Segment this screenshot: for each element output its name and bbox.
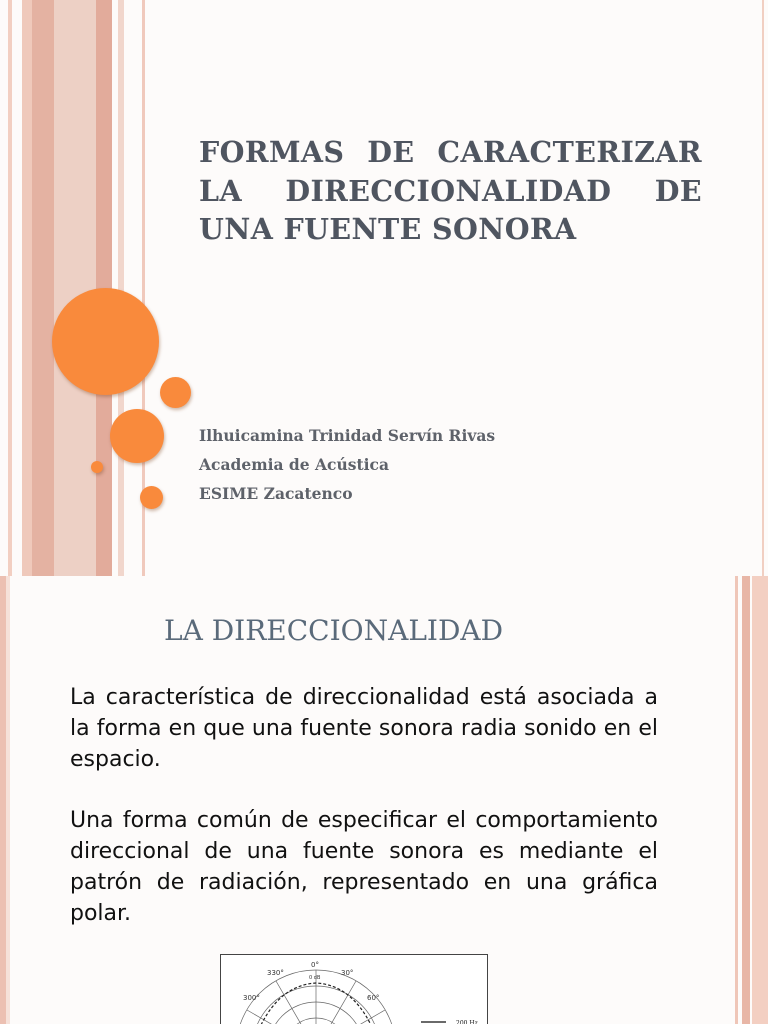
decor-stripe	[54, 0, 96, 576]
academy-name: Academia de Acústica	[199, 455, 390, 474]
decor-circle-small-2	[140, 486, 163, 509]
polar-pattern-figure	[220, 954, 488, 1024]
angle-label-0: 0°	[311, 961, 319, 969]
decor-circle-medium	[110, 409, 164, 463]
decor-circle-small	[160, 377, 191, 408]
decor-circle-tiny	[91, 461, 103, 473]
slide-title: LA DIRECCIONALIDAD	[164, 614, 504, 647]
decor-stripe	[118, 0, 124, 576]
decor-stripe	[22, 0, 32, 576]
decor-stripe	[742, 576, 750, 1024]
paragraph-polar-pattern: Una forma común de especificar el comportamiento direccional de una fuente sonora es mediante el patrón de radiación, representado en una gráfica polar.	[70, 808, 658, 926]
content-slide	[0, 576, 768, 1024]
angle-label-330: 330°	[267, 969, 284, 977]
decor-stripe	[32, 0, 54, 576]
decor-stripe	[762, 0, 764, 576]
paragraph-definition: La característica de direccionalidad está asociada a la forma en que una fuente sonora radia sonido en el espacio.	[70, 685, 658, 772]
polar-chart	[221, 955, 487, 1024]
author-name: Ilhuicamina Trinidad Servín Rivas	[199, 426, 496, 445]
legend-label: 200 Hz	[456, 1020, 478, 1024]
angle-label-30: 30°	[341, 969, 354, 977]
presentation-title: FORMAS DE CARACTERIZAR LA DIRECCIONALIDAD DE UNA FUENTE SONORA	[199, 135, 702, 246]
angle-label-300: 300°	[243, 994, 260, 1002]
angle-label-60: 60°	[367, 994, 380, 1002]
db-label: 0 dB	[309, 975, 321, 981]
school-name: ESIME Zacatenco	[199, 484, 353, 503]
decor-stripe	[752, 576, 768, 1024]
decor-circle-large	[52, 288, 159, 395]
decor-stripe	[6, 576, 10, 1024]
decor-stripe	[735, 576, 738, 1024]
decor-stripe	[8, 0, 12, 576]
